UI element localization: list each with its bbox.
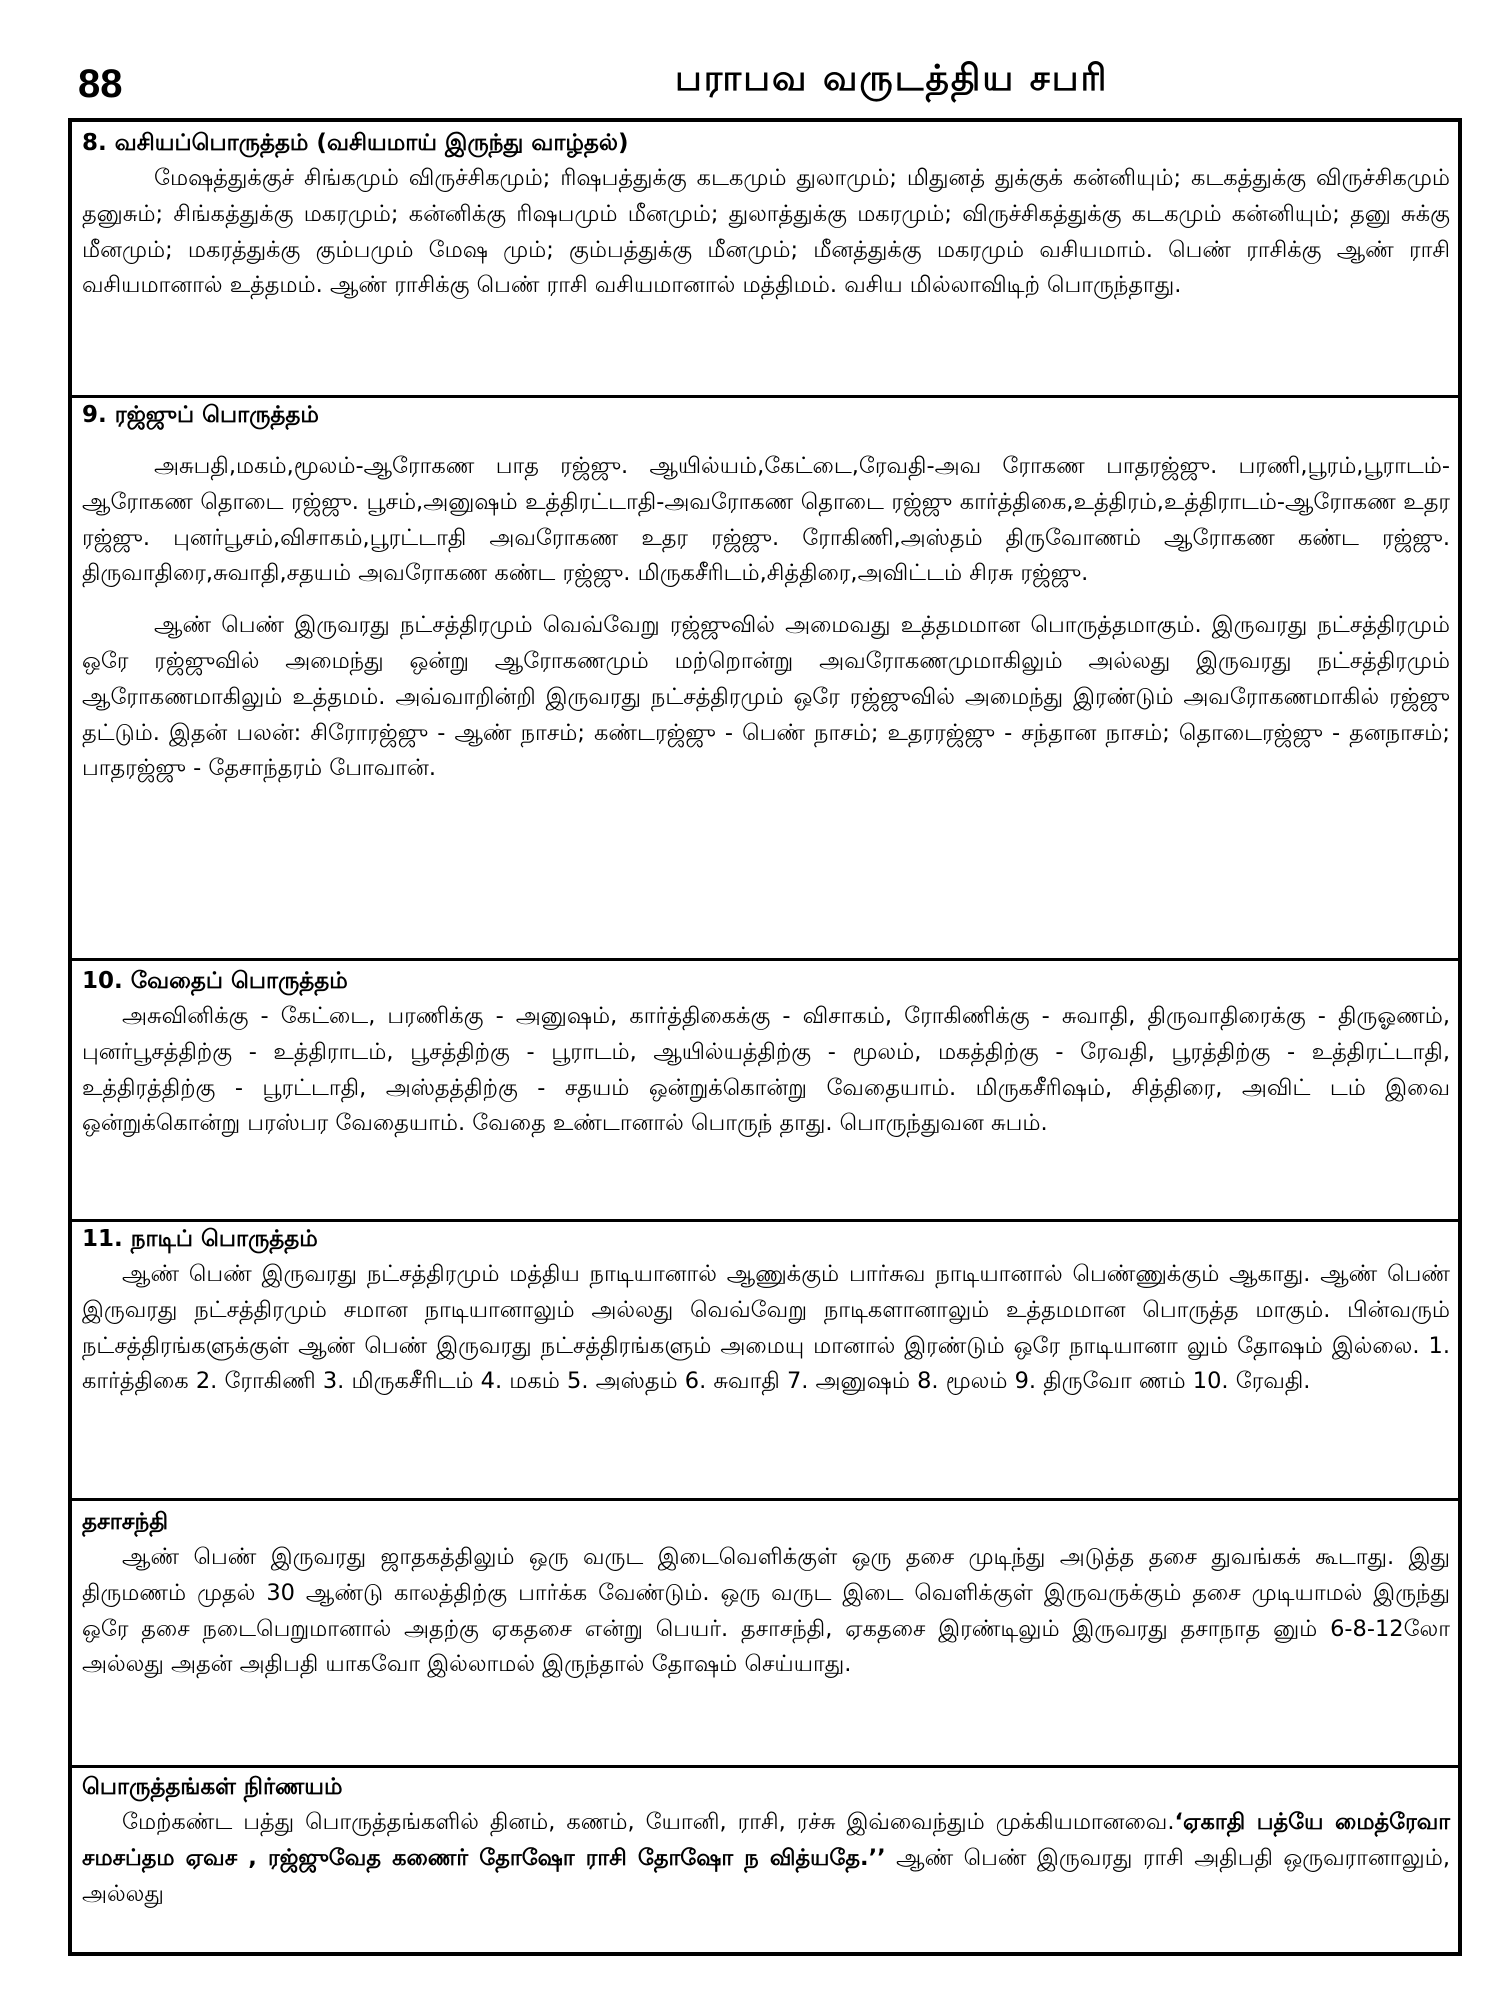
page-number: 88 [78, 62, 123, 106]
paragraph: ஆண் பெண் இருவரது நட்சத்திரமும் வெவ்வேறு ரஜ்ஜுவில் அமைவது உத்தமமான பொருத்தமாகும். இருவரது நட்சத்திரமும் ஒரே ரஜ்ஜுவில் அமைந்து ஒன்று ஆரோகணமும் மற்றொன்று அவரோகணமுமாகிலும் அல்லது இருவரது நட்சத்திரமும் ஆரோகணமாகிலும் உத்தமம். அவ்வாறின்றி இருவரது நட்சத்திரமும் ஒரே ரஜ்ஜுவில் அமைந்து இரண்டும் அவரோகணமாகில் ரஜ்ஜு தட்டும். இதன் பலன்: சிரோரஜ்ஜு - ஆண் நாசம்; கண்டரஜ்ஜு - பெண் நாசம்; உதரரஜ்ஜு - சந்தான நாசம்; தொடைரஜ்ஜு - தனநாசம்; பாதரஜ்ஜு - தேசாந்தரம் போவான். [82, 612, 1450, 782]
paragraph: ஆண் பெண் இருவரது ஜாதகத்திலும் ஒரு வருட இடைவெளிக்குள் ஒரு தசை முடிந்து அடுத்த தசை துவங்கக் கூடாது. இது திருமணம் முதல் 30 ஆண்டு காலத்திற்கு பார்க்க வேண்டும். ஒரு வருட இடை வெளிக்குள் இருவருக்கும் தசை முடியாமல் இருந்து ஒரே தசை நடைபெறுமானால் அதற்கு ஏகதசை என்று பெயர். தசாசந்தி, ஏகதசை இரண்டிலும் இருவரது தசாநாத னும் 6-8-12லோ அல்லது அதன் அதிபதி யாகவோ இல்லாமல் இருந்தால் தோஷம் செய்யாது. [82, 1544, 1450, 1678]
section-title: பொருத்தங்கள் நிர்ணயம் [82, 1774, 343, 1800]
section-verdict [82, 1770, 1450, 1912]
section-divider [70, 958, 1462, 961]
paragraph: ஆண் பெண் இருவரது நட்சத்திரமும் மத்திய நாடியானால் ஆணுக்கும் பார்சுவ நாடியானால் பெண்ணுக்கும் ஆகாது. ஆண் பெண் இருவரது நட்சத்திரமும் சமான நாடியானாலும் அல்லது வெவ்வேறு நாடிகளானாலும் உத்தமமான பொருத்த மாகும். பின்வரும் நட்சத்திரங்களுக்குள் ஆண் பெண் இருவரது நட்சத்திரங்களும் அமையு மானால் இரண்டும் ஒரே நாடியானா லும் தோஷம் இல்லை. 1. கார்த்திகை 2. ரோகிணி 3. மிருகசீரிடம் 4. மகம் 5. அஸ்தம் 6. சுவாதி 7. அனுஷம் 8. மூலம் 9. திருவோ ணம் 10. ரேவதி. [82, 1261, 1450, 1395]
section-title: 8. வசியப்பொருத்தம் (வசியமாய் இருந்து வாழ்தல்) [82, 130, 629, 156]
section-title: 11. நாடிப் பொருத்தம் [82, 1226, 318, 1252]
running-title: பராபவ வருடத்திய சபரி [675, 58, 1109, 99]
paragraph: அசுவினிக்கு - கேட்டை, பரணிக்கு - அனுஷம், கார்த்திகைக்கு - விசாகம், ரோகிணிக்கு - சுவாதி, திருவாதிரைக்கு - திருஓணம், புனர்பூசத்திற்கு - உத்திராடம், பூசத்திற்கு - பூராடம், ஆயில்யத்திற்கு - மூலம், மகத்திற்கு - ரேவதி, பூரத்திற்கு - உத்திரட்டாதி, உத்திரத்திற்கு - பூரட்டாதி, அஸ்தத்திற்கு - சதயம் ஒன்றுக்கொன்று வேதையாம். மிருகசீரிஷம், சித்திரை, அவிட் டம் இவை ஒன்றுக்கொன்று பரஸ்பர வேதையாம். வேதை உண்டானால் பொருந் தாது. பொருந்துவன சுபம். [82, 1003, 1450, 1137]
section-dasa-sandhi [82, 1505, 1450, 1683]
paragraph-end: ஆண் பெண் இருவரது ராசி அதிபதி ஒருவரானாலும், அல்லது [82, 1844, 1450, 1907]
section-title: 9. ரஜ்ஜுப் பொருத்தம் [82, 402, 319, 428]
sanskrit-verse: ‘ஏகாதி பத்யே மைத்ரேவா சமசப்தம ஏவச , ரஜ்ஜுவேத கணைர் தோஷோ ராசி தோஷோ ந வித்யதே.’’ [82, 1809, 1450, 1871]
section-divider [70, 1498, 1462, 1501]
paragraph: மேஷத்துக்குச் சிங்கமும் விருச்சிகமும்; ரிஷபத்துக்கு கடகமும் துலாமும்; மிதுனத் துக்குக் கன்னியும்; கடகத்துக்கு விருச்சிகமும் தனுசும்; சிங்கத்துக்கு மகரமும்; கன்னிக்கு ரிஷபமும் மீனமும்; துலாத்துக்கு மகரமும்; விருச்சிகத்துக்கு கடகமும் கன்னியும்; தனு சுக்கு மீனமும்; மகரத்துக்கு கும்பமும் மேஷ மும்; கும்பத்துக்கு மீனமும்; மீனத்துக்கு மகரமும் வசியமாம். பெண் ராசிக்கு ஆண் ராசி வசியமானால் உத்தமம். ஆண் ராசிக்கு பெண் ராசி வசியமானால் மத்திமம். வசிய மில்லாவிடிற் பொருந்தாது. [82, 165, 1450, 299]
paragraph [82, 1805, 1450, 1912]
section-title: தசாசந்தி [82, 1509, 169, 1535]
paragraph: அசுபதி,மகம்,மூலம்-ஆரோகண பாத ரஜ்ஜு. ஆயில்யம்,கேட்டை,ரேவதி-அவ ரோகண பாதரஜ்ஜு. பரணி,பூரம்,பூராடம்- ஆரோகண தொடை ரஜ்ஜு. பூசம்,அனுஷம் உத்திரட்டாதி-அவரோகண தொடை ரஜ்ஜு கார்த்திகை,உத்திரம்,உத்திராடம்-ஆரோகண உதர ரஜ்ஜு. புனர்பூசம்,விசாகம்,பூரட்டாதி அவரோகண உதர ரஜ்ஜு. ரோகிணி,அஸ்தம் திருவோணம் ஆரோகண கண்ட ரஜ்ஜு. திருவாதிரை,சுவாதி,சதயம் அவரோகண கண்ட ரஜ்ஜு. மிருகசீரிடம்,சித்திரை,அவிட்டம் சிரசு ரஜ்ஜு. [82, 453, 1450, 587]
paragraph-start: மேற்கண்ட பத்து பொருத்தங்களில் தினம், கணம், யோனி, ராசி, ரச்சு இவ்வைந்தும் முக்கியமானவை. [122, 1809, 1175, 1835]
section-nadi [82, 1222, 1450, 1400]
section-divider [70, 1765, 1462, 1768]
section-title: 10. வேதைப் பொருத்தம் [82, 968, 348, 994]
section-rajju [82, 398, 1450, 787]
section-vasiya [82, 126, 1450, 304]
section-vedhai [82, 964, 1450, 1142]
